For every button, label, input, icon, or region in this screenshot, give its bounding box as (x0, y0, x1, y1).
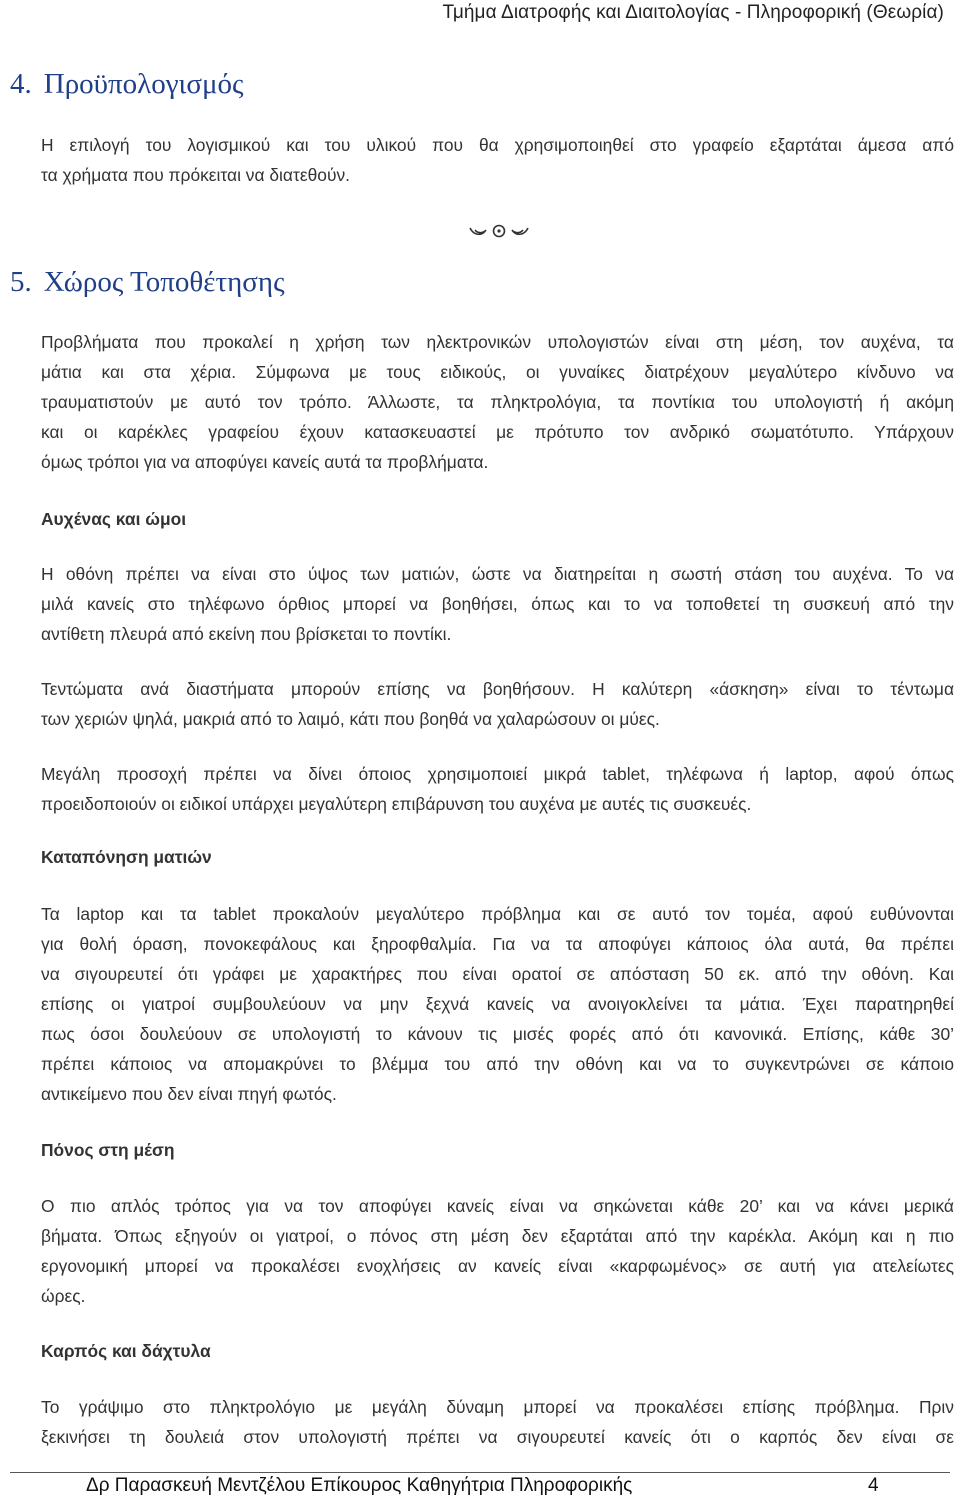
text-line: Ο πιο απλός τρόπος για να τον αποφύγει κανείς είναι να σηκώνεται κάθε 20’ και να κάνει μερικά (41, 1196, 954, 1216)
decorative-divider-icon (468, 224, 530, 238)
text-line: των χεριών ψηλά, μακριά από το λαιμό, κάτι που βοηθά να χαλαρώσουν οι μύες. (41, 709, 660, 729)
text-line: επίσης οι γιατροί συμβουλεύουν να μην ξεχνά κανείς να ανοιγοκλείνει τα μάτια. Έχει παρατηρηθεί (41, 994, 954, 1014)
text-line: μάτια και στα χέρια. Σύμφωνα με τους ειδικούς, οι γυναίκες διατρέχουν μεγαλύτερο κίνδυνο να (41, 362, 954, 382)
section-number: 5. (10, 266, 32, 298)
running-header: Τμήμα Διατροφής και Διαιτολογίας - Πληροφορική (Θεωρία) (442, 2, 944, 23)
section-title: Χώρος Τοποθέτησης (43, 266, 285, 298)
paragraph (41, 130, 954, 190)
paragraph (41, 1191, 954, 1311)
text-line: Τα laptop και τα tablet προκαλούν μεγαλύτερο πρόβλημα και σε αυτό τον τομέα, αφού ευθύνονται (41, 904, 954, 924)
paragraph (41, 327, 954, 477)
text-line: Τεντώματα ανά διαστήματα μπορούν επίσης να βοηθήσουν. Η καλύτερη «άσκηση» είναι το τέντωμα (41, 679, 954, 699)
text-line: πρέπει κάποιος να απομακρύνει το βλέμμα του από την οθόνη και να το συγκεντρώνει σε κάποιο (41, 1054, 954, 1074)
subsection-heading: Καταπόνηση ματιών (41, 847, 212, 867)
footer-author: Δρ Παρασκευή Μεντζέλου Επίκουρος Καθηγήτρια Πληροφορικής (86, 1475, 633, 1496)
subsection-heading: Αυχένας και ώμοι (41, 509, 187, 529)
text-line: ξεκινήσει τη δουλειά στον υπολογιστή πρέπει να σιγουρευτεί κανείς ότι ο καρπός δεν είναι σε (41, 1427, 954, 1447)
footer-divider (10, 1472, 950, 1473)
subsection-heading: Καρπός και δάχτυλα (41, 1341, 211, 1361)
text-line: προειδοποιούν οι ειδικοί υπάρχει μεγαλύτερη επιβάρυνση του αυχένα με αυτές τις συσκευές. (41, 794, 752, 814)
text-line: ώρες. (41, 1286, 86, 1306)
section-number: 4. (10, 68, 32, 100)
section-heading-4 (10, 68, 244, 101)
text-line: εργονομική μπορεί να προκαλέσει ενοχλήσεις αν κανείς είναι «καρφωμένος» σε αυτή για ατελείωτες (41, 1256, 954, 1276)
text-line: αντίθετη πλευρά από εκείνη που βρίσκεται το ποντίκι. (41, 624, 452, 644)
paragraph (41, 559, 954, 649)
text-line: Προβλήματα που προκαλεί η χρήση των ηλεκτρονικών υπολογιστών είναι στη μέση, τον αυχένα, τα (41, 332, 954, 352)
text-line: Η οθόνη πρέπει να είναι στο ύψος των ματιών, ώστε να διατηρείται η σωστή στάση του αυχένα. Το να (41, 564, 954, 584)
text-line: αντικείμενο που δεν είναι πηγή φωτός. (41, 1084, 337, 1104)
text-line: μιλά κανείς στο τηλέφωνο όρθιος μπορεί να βοηθήσει, όπως και το να τοποθετεί τη συσκευή από την (41, 594, 954, 614)
text-line: όμως τρόποι για να αποφύγει κανείς αυτά τα προβλήματα. (41, 452, 489, 472)
paragraph (41, 759, 954, 819)
text-line: τα χρήματα που πρόκειται να διατεθούν. (41, 165, 350, 185)
section-heading-5 (10, 266, 285, 299)
text-line: και οι καρέκλες γραφείου έχουν κατασκευαστεί με πρότυπο τον ανδρικό σωματότυπο. Υπάρχουν (41, 422, 954, 442)
paragraph (41, 674, 954, 734)
text-line: Η επιλογή του λογισμικού και του υλικού που θα χρησιμοποιηθεί στο γραφείο εξαρτάται άμεσα από (41, 135, 954, 155)
text-line: Μεγάλη προσοχή πρέπει να δίνει όποιος χρησιμοποιεί μικρά tablet, τηλέφωνα ή laptop, αφού όπως (41, 764, 954, 784)
text-line: τραυματιστούν με αυτό τον τρόπο. Άλλωστε, τα πληκτρολόγια, τα ποντίκια του υπολογιστή ή ακόμη (41, 392, 954, 412)
page-number: 4 (868, 1475, 879, 1496)
text-line: Το γράψιμο στο πληκτρολόγιο με μεγάλη δύναμη μπορεί να προκαλέσει επίσης πρόβλημα. Πριν (41, 1397, 954, 1417)
section-title: Προϋπολογισμός (43, 68, 244, 100)
text-line: πως όσοι δουλεύουν σε υπολογιστή το κάνουν τις μισές φορές από ότι κανονικά. Επίσης, κάθε 30’ (41, 1024, 954, 1044)
paragraph (41, 899, 954, 1109)
subsection-heading: Πόνος στη μέση (41, 1140, 175, 1160)
text-line: για θολή όραση, πονοκεφάλους και ξηροφθαλμία. Για να τα αποφύγει κάποιος όλα αυτά, θα πρέπει (41, 934, 954, 954)
text-line: να σιγουρευτεί ότι γράφει με χαρακτήρες που είναι ορατοί σε απόσταση 50 εκ. από την οθόνη. Και (41, 964, 954, 984)
text-line: βήματα. Όπως εξηγούν οι γιατροί, ο πόνος στη μέση δεν εξαρτάται από την καρέκλα. Ακόμη και η πιο (41, 1226, 954, 1246)
paragraph (41, 1392, 954, 1452)
